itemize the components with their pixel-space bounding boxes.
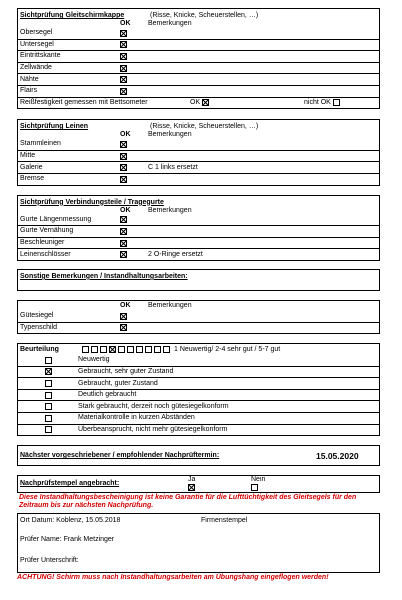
- rating-option-checkbox[interactable]: [45, 403, 52, 410]
- seals-row: [18, 322, 379, 334]
- rating-option-checkbox[interactable]: [45, 380, 52, 387]
- canopy-row: [18, 85, 379, 97]
- rating-scale-checkbox[interactable]: [109, 346, 116, 353]
- connectors-row-label: Leinenschlösser: [20, 250, 71, 258]
- connectors-row: [18, 237, 379, 249]
- canopy-title: Sichtprüfung Gleitschirmkappe: [20, 12, 125, 19]
- rating-option-label: Neuwertig: [78, 356, 110, 364]
- rating-option-row: [18, 355, 379, 366]
- stamp-section: [17, 475, 380, 493]
- inspector-name: Prüfer Name: Frank Metzinger: [20, 536, 115, 544]
- connectors-row-label: Gurte Längenmessung: [20, 215, 92, 223]
- canopy-row-label: Eintrittskante: [20, 52, 61, 60]
- connectors-col-remarks: Bemerkungen: [148, 206, 192, 214]
- canopy-row: [18, 39, 379, 51]
- stamp-yes-checkbox[interactable]: [188, 484, 195, 491]
- tear-ok-label: OK: [190, 98, 201, 106]
- rating-option-row: [18, 366, 379, 378]
- tear-not-ok-label: nicht OK: [304, 98, 331, 106]
- rating-option-label: Deutlich gebraucht: [78, 391, 137, 399]
- company-stamp: Firmenstempel: [201, 517, 248, 525]
- rating-scale: [82, 346, 170, 353]
- lines-row-label: Mitte: [20, 152, 36, 160]
- canopy-ok-checkbox[interactable]: [120, 53, 127, 60]
- lines-row: [18, 173, 379, 185]
- connectors-ok-checkbox[interactable]: [120, 251, 127, 258]
- canopy-row-label: Flairs: [20, 87, 38, 95]
- tear-strength-label: Reißfestigkeit gemessen mit Bettsometer: [20, 98, 148, 106]
- connectors-row-label: Beschleuniger: [20, 239, 65, 247]
- next-check-date: 15.05.2020: [316, 450, 359, 461]
- connectors-row: [18, 248, 379, 260]
- seals-ok-checkbox[interactable]: [120, 324, 127, 331]
- lines-ok-checkbox[interactable]: [120, 164, 127, 171]
- lines-row-remark: C 1 links ersetzt: [148, 163, 198, 171]
- rating-option-checkbox[interactable]: [45, 368, 52, 375]
- seals-row-label: Typenschild: [20, 323, 57, 331]
- lines-ok-checkbox[interactable]: [120, 141, 127, 148]
- connectors-section: [17, 195, 380, 261]
- canopy-row: [18, 28, 379, 39]
- rating-option-label: Gebraucht, guter Zustand: [78, 379, 158, 387]
- rating-scale-checkbox[interactable]: [136, 346, 143, 353]
- tear-strength-row: [18, 97, 379, 109]
- rating-option-checkbox[interactable]: [45, 357, 52, 364]
- rating-option-row: [18, 424, 379, 436]
- connectors-title: Sichtprüfung Verbindungsteile / Tragegurte: [20, 198, 164, 206]
- stamp-label: Nachprüfstempel angebracht:: [20, 480, 120, 488]
- lines-row: [18, 150, 379, 162]
- connectors-ok-checkbox[interactable]: [120, 228, 127, 235]
- canopy-section: [17, 8, 380, 109]
- rating-option-label: Überbeansprucht, nicht mehr gütesiegelkonform: [78, 425, 228, 433]
- rating-option-label: Stark gebraucht, derzeit noch gütesiegelkonform: [78, 402, 229, 410]
- warning-text: ACHTUNG! Schirm muss nach Instandhaltungsarbeiten am Übungshang eingeflogen werden!: [17, 574, 329, 582]
- rating-option-row: [18, 412, 379, 424]
- lines-row-label: Stammleinen: [20, 140, 61, 148]
- place-date: Ort Datum: Koblenz, 15.05.2018: [20, 517, 121, 525]
- other-remarks-section: [17, 269, 380, 291]
- signoff-section: [17, 513, 380, 573]
- canopy-ok-checkbox[interactable]: [120, 88, 127, 95]
- lines-row: [18, 161, 379, 173]
- rating-scale-checkbox[interactable]: [145, 346, 152, 353]
- connectors-col-ok: OK: [120, 206, 131, 214]
- connectors-row: [18, 225, 379, 237]
- lines-row: [18, 139, 379, 150]
- canopy-col-ok: OK: [120, 20, 131, 27]
- canopy-ok-checkbox[interactable]: [120, 30, 127, 37]
- next-check-section: [17, 445, 380, 466]
- canopy-ok-checkbox[interactable]: [120, 41, 127, 48]
- canopy-row: [18, 73, 379, 85]
- tear-not-ok-checkbox[interactable]: [333, 99, 340, 106]
- rating-scale-checkbox[interactable]: [154, 346, 161, 353]
- lines-row-label: Bremse: [20, 175, 45, 183]
- lines-note: (Risse, Knicke, Scheuerstellen, …): [150, 123, 259, 131]
- lines-col-ok: OK: [120, 131, 131, 139]
- rating-scale-checkbox[interactable]: [163, 346, 170, 353]
- canopy-row: [18, 50, 379, 62]
- canopy-row-label: Nähte: [20, 75, 39, 83]
- lines-row-label: Galerie: [20, 163, 43, 171]
- rating-option-row: [18, 389, 379, 401]
- seals-row-label: Gütesiegel: [20, 312, 54, 320]
- connectors-row-label: Gurte Vernähung: [20, 227, 74, 235]
- other-remarks-title[interactable]: Sonstige Bemerkungen / Instandhaltungsarbeiten:: [20, 272, 188, 280]
- seals-ok-checkbox[interactable]: [120, 313, 127, 320]
- inspector-signature: Prüfer Unterschrift:: [20, 557, 79, 565]
- stamp-no-checkbox[interactable]: [251, 484, 258, 491]
- lines-col-remarks: Bemerkungen: [148, 131, 192, 139]
- stamp-yes-label: Ja: [188, 476, 196, 484]
- inspection-form: [17, 8, 380, 582]
- lines-ok-checkbox[interactable]: [120, 153, 127, 160]
- lines-ok-checkbox[interactable]: [120, 176, 127, 183]
- rating-scale-text: 1 Neuwertig/ 2-4 sehr gut / 5-7 gut: [174, 345, 281, 353]
- seals-col-remarks: Bemerkungen: [148, 301, 192, 309]
- canopy-row: [18, 62, 379, 74]
- seals-section: [17, 300, 380, 334]
- disclaimer-text: Diese Instandhaltungsbescheinigung ist keine Garantie für die Lufttüchtigkeit des Gleitsegels für den Zeitraum bis zur nächsten Nachprüfung.: [19, 494, 357, 510]
- canopy-ok-checkbox[interactable]: [120, 65, 127, 72]
- rating-scale-checkbox[interactable]: [118, 346, 125, 353]
- next-check-label: Nächster vorgeschriebener / empfohlender Nachprüftermin:: [20, 452, 220, 460]
- rating-option-label: Materialkontrolle in kurzen Abständen: [78, 414, 195, 422]
- rating-section: [17, 343, 380, 436]
- rating-option-label: Gebraucht, sehr guter Zustand: [78, 367, 174, 375]
- rating-scale-checkbox[interactable]: [127, 346, 134, 353]
- connectors-row: [18, 215, 379, 226]
- canopy-note: (Risse, Knicke, Scheuerstellen, …): [150, 12, 259, 19]
- rating-option-row: [18, 400, 379, 412]
- rating-scale-checkbox[interactable]: [82, 346, 89, 353]
- connectors-row-remark: 2 O-Ringe ersetzt: [148, 250, 203, 258]
- seals-row: [18, 311, 379, 322]
- rating-option-checkbox[interactable]: [45, 426, 52, 433]
- canopy-row-label: Obersegel: [20, 29, 53, 37]
- rating-option-checkbox[interactable]: [45, 415, 52, 422]
- stamp-no-label: Nein: [251, 476, 266, 484]
- connectors-ok-checkbox[interactable]: [120, 216, 127, 223]
- seals-col-ok: OK: [120, 301, 131, 309]
- canopy-row-label: Untersegel: [20, 40, 54, 48]
- rating-scale-checkbox[interactable]: [91, 346, 98, 353]
- connectors-ok-checkbox[interactable]: [120, 240, 127, 247]
- tear-ok-checkbox[interactable]: [202, 99, 209, 106]
- canopy-col-remarks: Bemerkungen: [148, 20, 192, 27]
- rating-scale-checkbox[interactable]: [100, 346, 107, 353]
- canopy-row-label: Zellwände: [20, 64, 52, 72]
- rating-option-row: [18, 377, 379, 389]
- canopy-ok-checkbox[interactable]: [120, 76, 127, 83]
- rating-option-checkbox[interactable]: [45, 392, 52, 399]
- lines-section: [17, 119, 380, 185]
- lines-title: Sichtprüfung Leinen: [20, 123, 89, 131]
- rating-title: Beurteilung: [20, 345, 59, 353]
